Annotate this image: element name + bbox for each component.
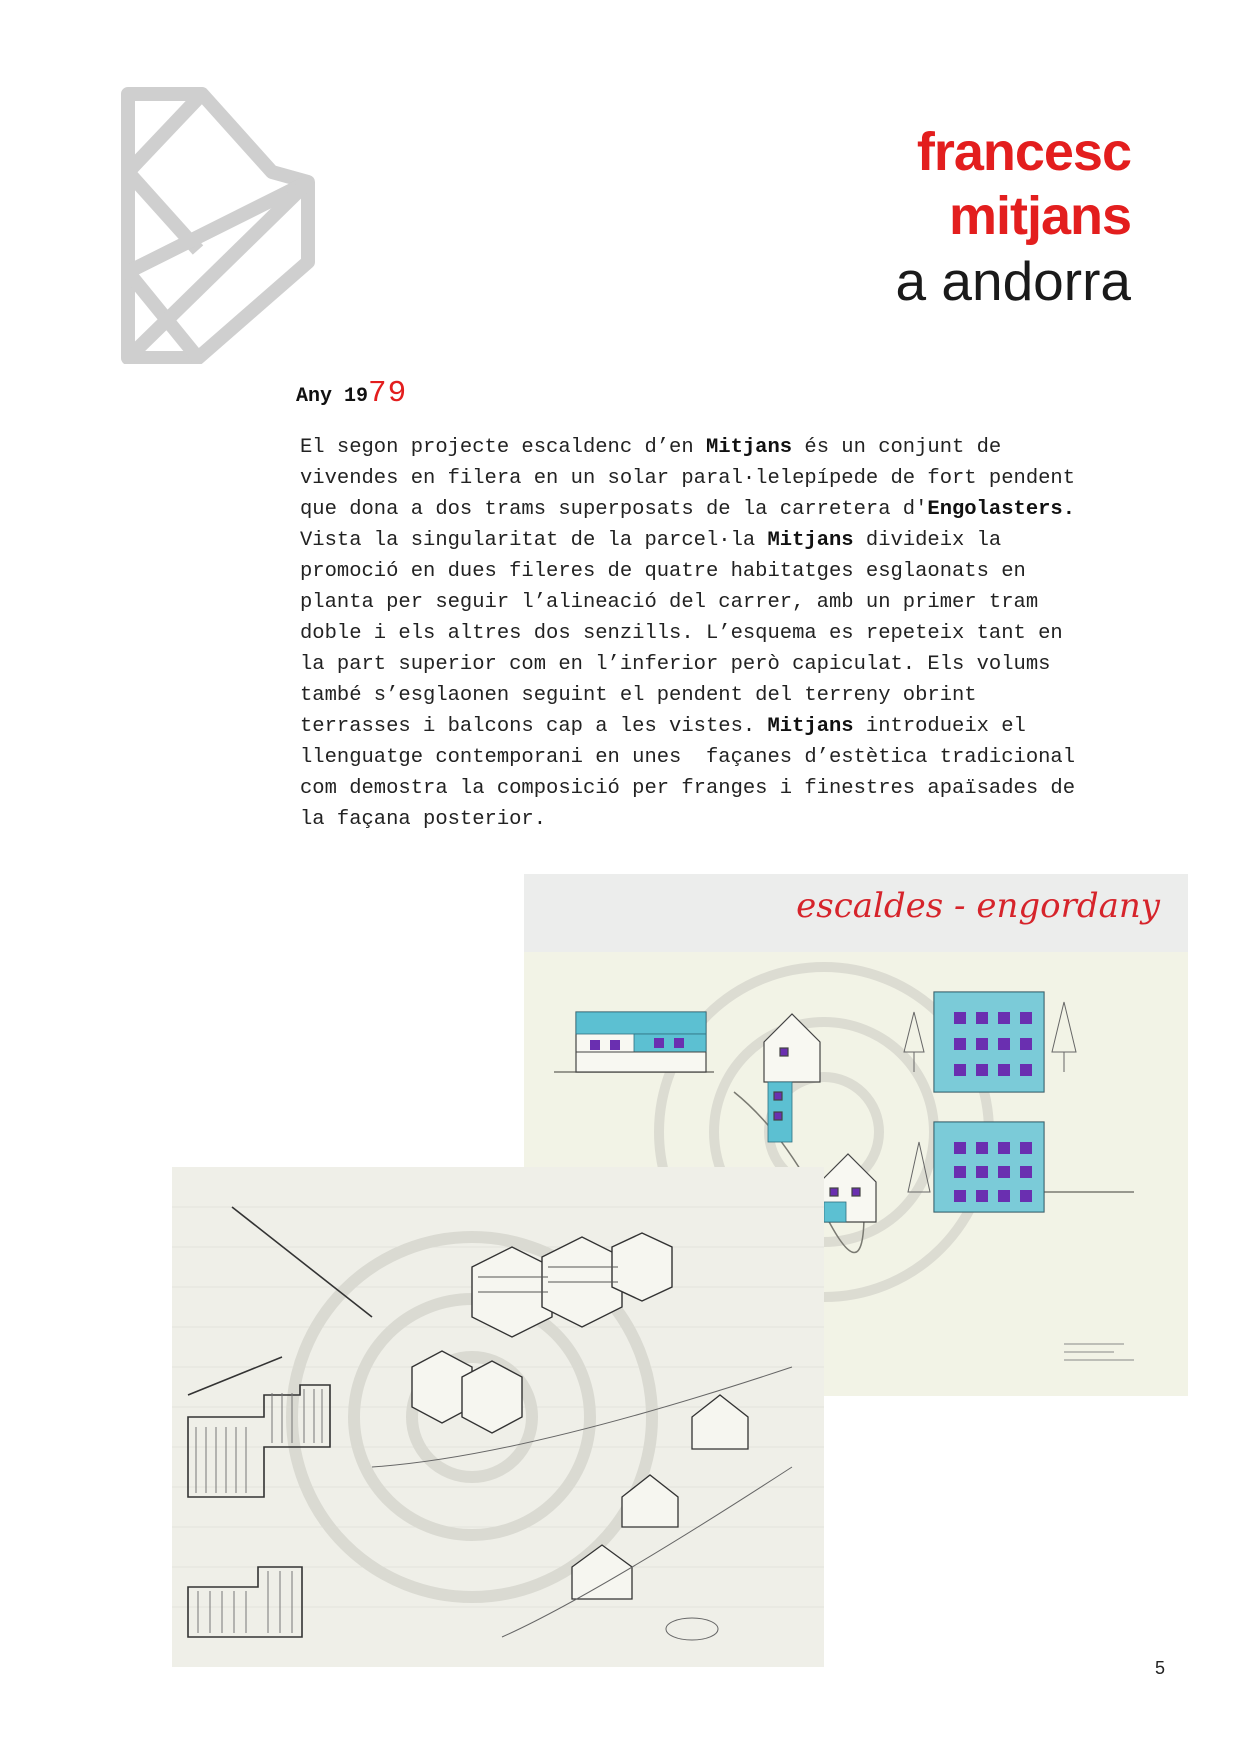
text-run: que dona a dos trams superposats de la carretera d' [300, 498, 928, 521]
text-run: introdueix el [853, 715, 1026, 738]
paragraph-line [300, 494, 1180, 525]
bold-term: Engolasters. [927, 498, 1076, 521]
text-run: divideix la [853, 529, 1002, 552]
logo-icon [120, 86, 316, 364]
title-line-1: francesc [916, 122, 1131, 182]
text-run: planta per seguir l’alineació del carrer, amb un primer tram [300, 591, 1039, 614]
page-title [896, 120, 1131, 314]
text-run: la façana posterior. [300, 808, 547, 831]
text-run: Vista la singularitat de la parcel·la [300, 529, 768, 552]
page-number: 5 [1155, 1658, 1166, 1678]
text-run: El segon projecte escaldenc d’en [300, 436, 706, 459]
paragraph-line [300, 711, 1180, 742]
paragraph-line [300, 649, 1180, 680]
text-run: vivendes en filera en un solar paral·lelepípede de fort pendent [300, 467, 1076, 490]
paragraph-line [300, 618, 1180, 649]
perspective-sketch [172, 1167, 824, 1667]
text-run: terrasses i balcons cap a les vistes. [300, 715, 768, 738]
paragraph-line [300, 804, 1180, 835]
year-prefix: Any 19 [296, 385, 369, 408]
perspective-drawing [172, 1167, 824, 1667]
text-run: és un conjunt de [792, 436, 1002, 459]
paragraph-line [300, 773, 1180, 804]
paragraph-line [300, 463, 1180, 494]
paragraph-line [300, 587, 1180, 618]
paragraph-line [300, 432, 1180, 463]
text-run: com demostra la composició per franges i finestres apaïsades de [300, 777, 1076, 800]
year-heading [296, 376, 407, 411]
text-run: doble i els altres dos senzills. L’esquema es repeteix tant en [300, 622, 1063, 645]
bold-term: Mitjans [767, 715, 854, 738]
location-label: escaldes - engordany [796, 886, 1160, 926]
bold-term: Mitjans [767, 529, 854, 552]
bold-term: Mitjans [705, 436, 793, 459]
text-run: també s’esglaonen seguint el pendent del terreny obrint [300, 684, 977, 707]
paragraph-line [300, 742, 1180, 773]
paragraph-line [300, 525, 1180, 556]
title-line-3: a andorra [895, 250, 1131, 312]
paragraph-line [300, 556, 1180, 587]
paragraph-line [300, 680, 1180, 711]
body-paragraph [300, 432, 1180, 835]
text-run: promoció en dues fileres de quatre habitatges esglaonats en [300, 560, 1026, 583]
year-suffix: 79 [368, 376, 408, 411]
text-run: la part superior com en l’inferior però capiculat. Els volums [300, 653, 1051, 676]
text-run: llenguatge contemporani en unes façanes d’estètica tradicional [300, 746, 1076, 769]
title-line-2: mitjans [948, 186, 1131, 246]
